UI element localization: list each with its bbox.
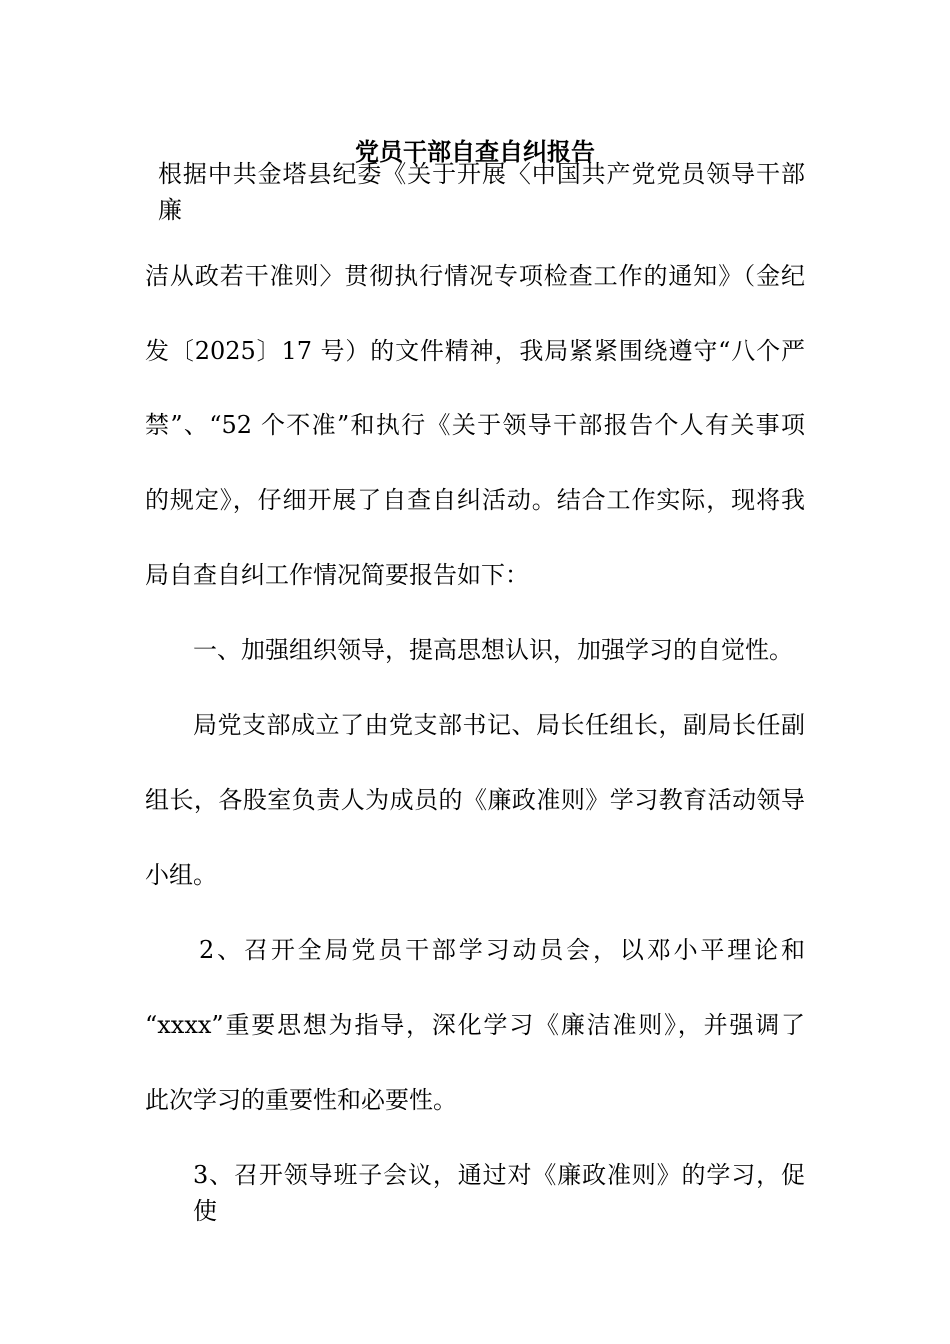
paragraph-line: 局党支部成立了由党支部书记、局长任组长，副局长任副 — [193, 711, 805, 739]
paragraph-line: “xxxx”重要思想为指导，深化学习《廉洁准则》，并强调了 — [145, 1011, 805, 1039]
paragraph-line: 此次学习的重要性和必要性。 — [145, 1086, 457, 1114]
paragraph-line: 洁从政若干准则〉贯彻执行情况专项检查工作的通知》（金纪 — [145, 262, 805, 290]
paragraph-line: 根据中共金塔县纪委《关于开展〈中国共产党党员领导干部廉 — [158, 160, 805, 224]
section-heading: 一、加强组织领导，提高思想认识，加强学习的自觉性。 — [193, 636, 793, 664]
paragraph-line: 3、召开领导班子会议，通过对《廉政准则》的学习，促使 — [193, 1161, 805, 1225]
document-title: 党员干部自查自纠报告 — [355, 137, 595, 166]
paragraph-line: 局自查自纠工作情况简要报告如下： — [145, 561, 529, 589]
paragraph-line: 的规定》，仔细开展了自查自纠活动。结合工作实际，现将我 — [145, 486, 805, 514]
paragraph-line: 发〔2025〕17 号）的文件精神，我局紧紧围绕遵守“八个严 — [145, 337, 805, 365]
paragraph-line: 组长，各股室负责人为成员的《廉政准则》学习教育活动领导 — [145, 786, 805, 814]
paragraph-line: 2、召开全局党员干部学习动员会，以邓小平理论和 — [199, 936, 805, 964]
paragraph-line: 小组。 — [145, 861, 217, 889]
paragraph-line: 禁”、“52 个不准”和执行《关于领导干部报告个人有关事项 — [145, 411, 805, 439]
